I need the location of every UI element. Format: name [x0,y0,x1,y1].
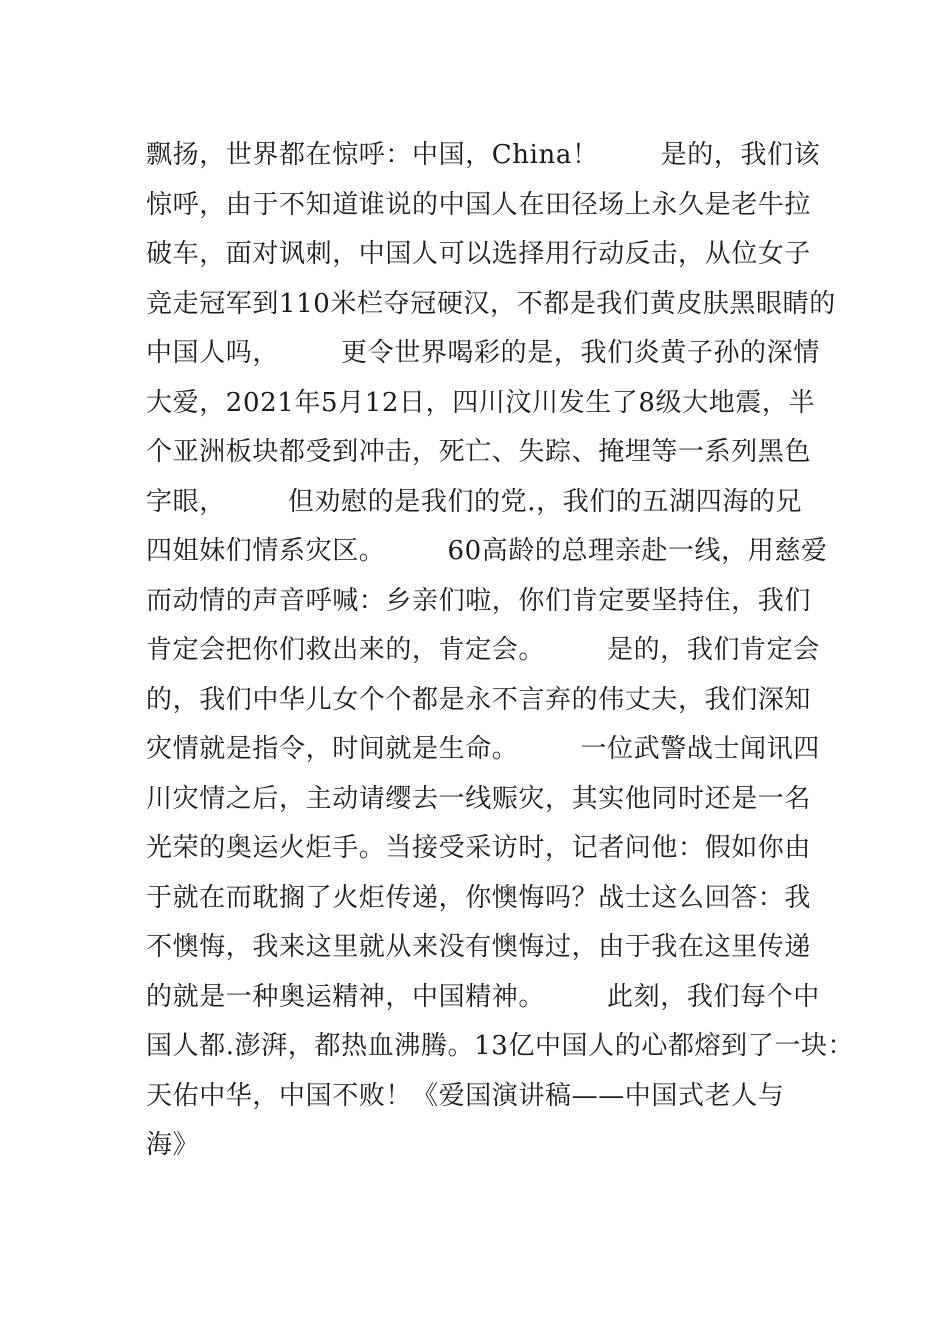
text-line: 光荣的奥运火炬手。当接受采访时，记者问他：假如你由 [146,833,812,863]
text-line: 中国人吗， 更令世界喝彩的是，我们炎黄子孙的深情 [146,338,820,368]
text-line: 四姐妹们情系灾区。 60高龄的总理亲赴一线，用慈爱 [146,536,828,566]
text-line: 灾情就是指令，时间就是生命。 一位武警战士闻讯四 [146,734,820,764]
text-line: 个亚洲板块都受到冲击，死亡、失踪、掩埋等一系列黑色 [146,437,812,467]
text-line: 飘扬，世界都在惊呼：中国，China！ 是的，我们该 [146,140,821,170]
text-line: 国人都.澎湃，都热血沸腾。13亿中国人的心都熔到了一块： [146,1031,855,1061]
text-line: 而动情的声音呼喊：乡亲们啦，你们肯定要坚持住，我们 [146,585,812,616]
text-line: 竞走冠军到110米栏夺冠硬汉，不都是我们黄皮肤黑眼睛的 [146,288,836,319]
text-line: 肯定会把你们救出来的，肯定会。 是的，我们肯定会 [146,635,820,665]
text-line: 大爱，2021年5月12日，四川汶川发生了8级大地震，半 [146,387,816,418]
body-text [146,131,855,1171]
text-line: 的，我们中华儿女个个都是永不言弃的伟丈夫，我们深知 [146,684,812,715]
text-line: 的就是一种奥运精神，中国精神。 此刻，我们每个中 [146,981,820,1012]
text-line: 于就在而耽搁了火炬传递，你懊悔吗？战士这么回答：我 [146,882,812,913]
text-line: 不懊悔，我来这里就从来没有懊悔过，由于我在这里传递 [146,932,812,962]
text-line: 天佑中华，中国不败！《爱国演讲稿——中国式老人与 [146,1080,785,1111]
text-line: 川灾情之后，主动请缨去一线赈灾，其实他同时还是一名 [146,783,812,814]
text-line: 惊呼，由于不知道谁说的中国人在田径场上永久是老牛拉 [146,189,812,220]
text-line: 字眼， 但劝慰的是我们的党.，我们的五湖四海的兄 [146,486,803,517]
text-line: 破车，面对讽刺，中国人可以选择用行动反击，从位女子 [146,239,812,269]
text-line: 海》 [146,1130,200,1160]
